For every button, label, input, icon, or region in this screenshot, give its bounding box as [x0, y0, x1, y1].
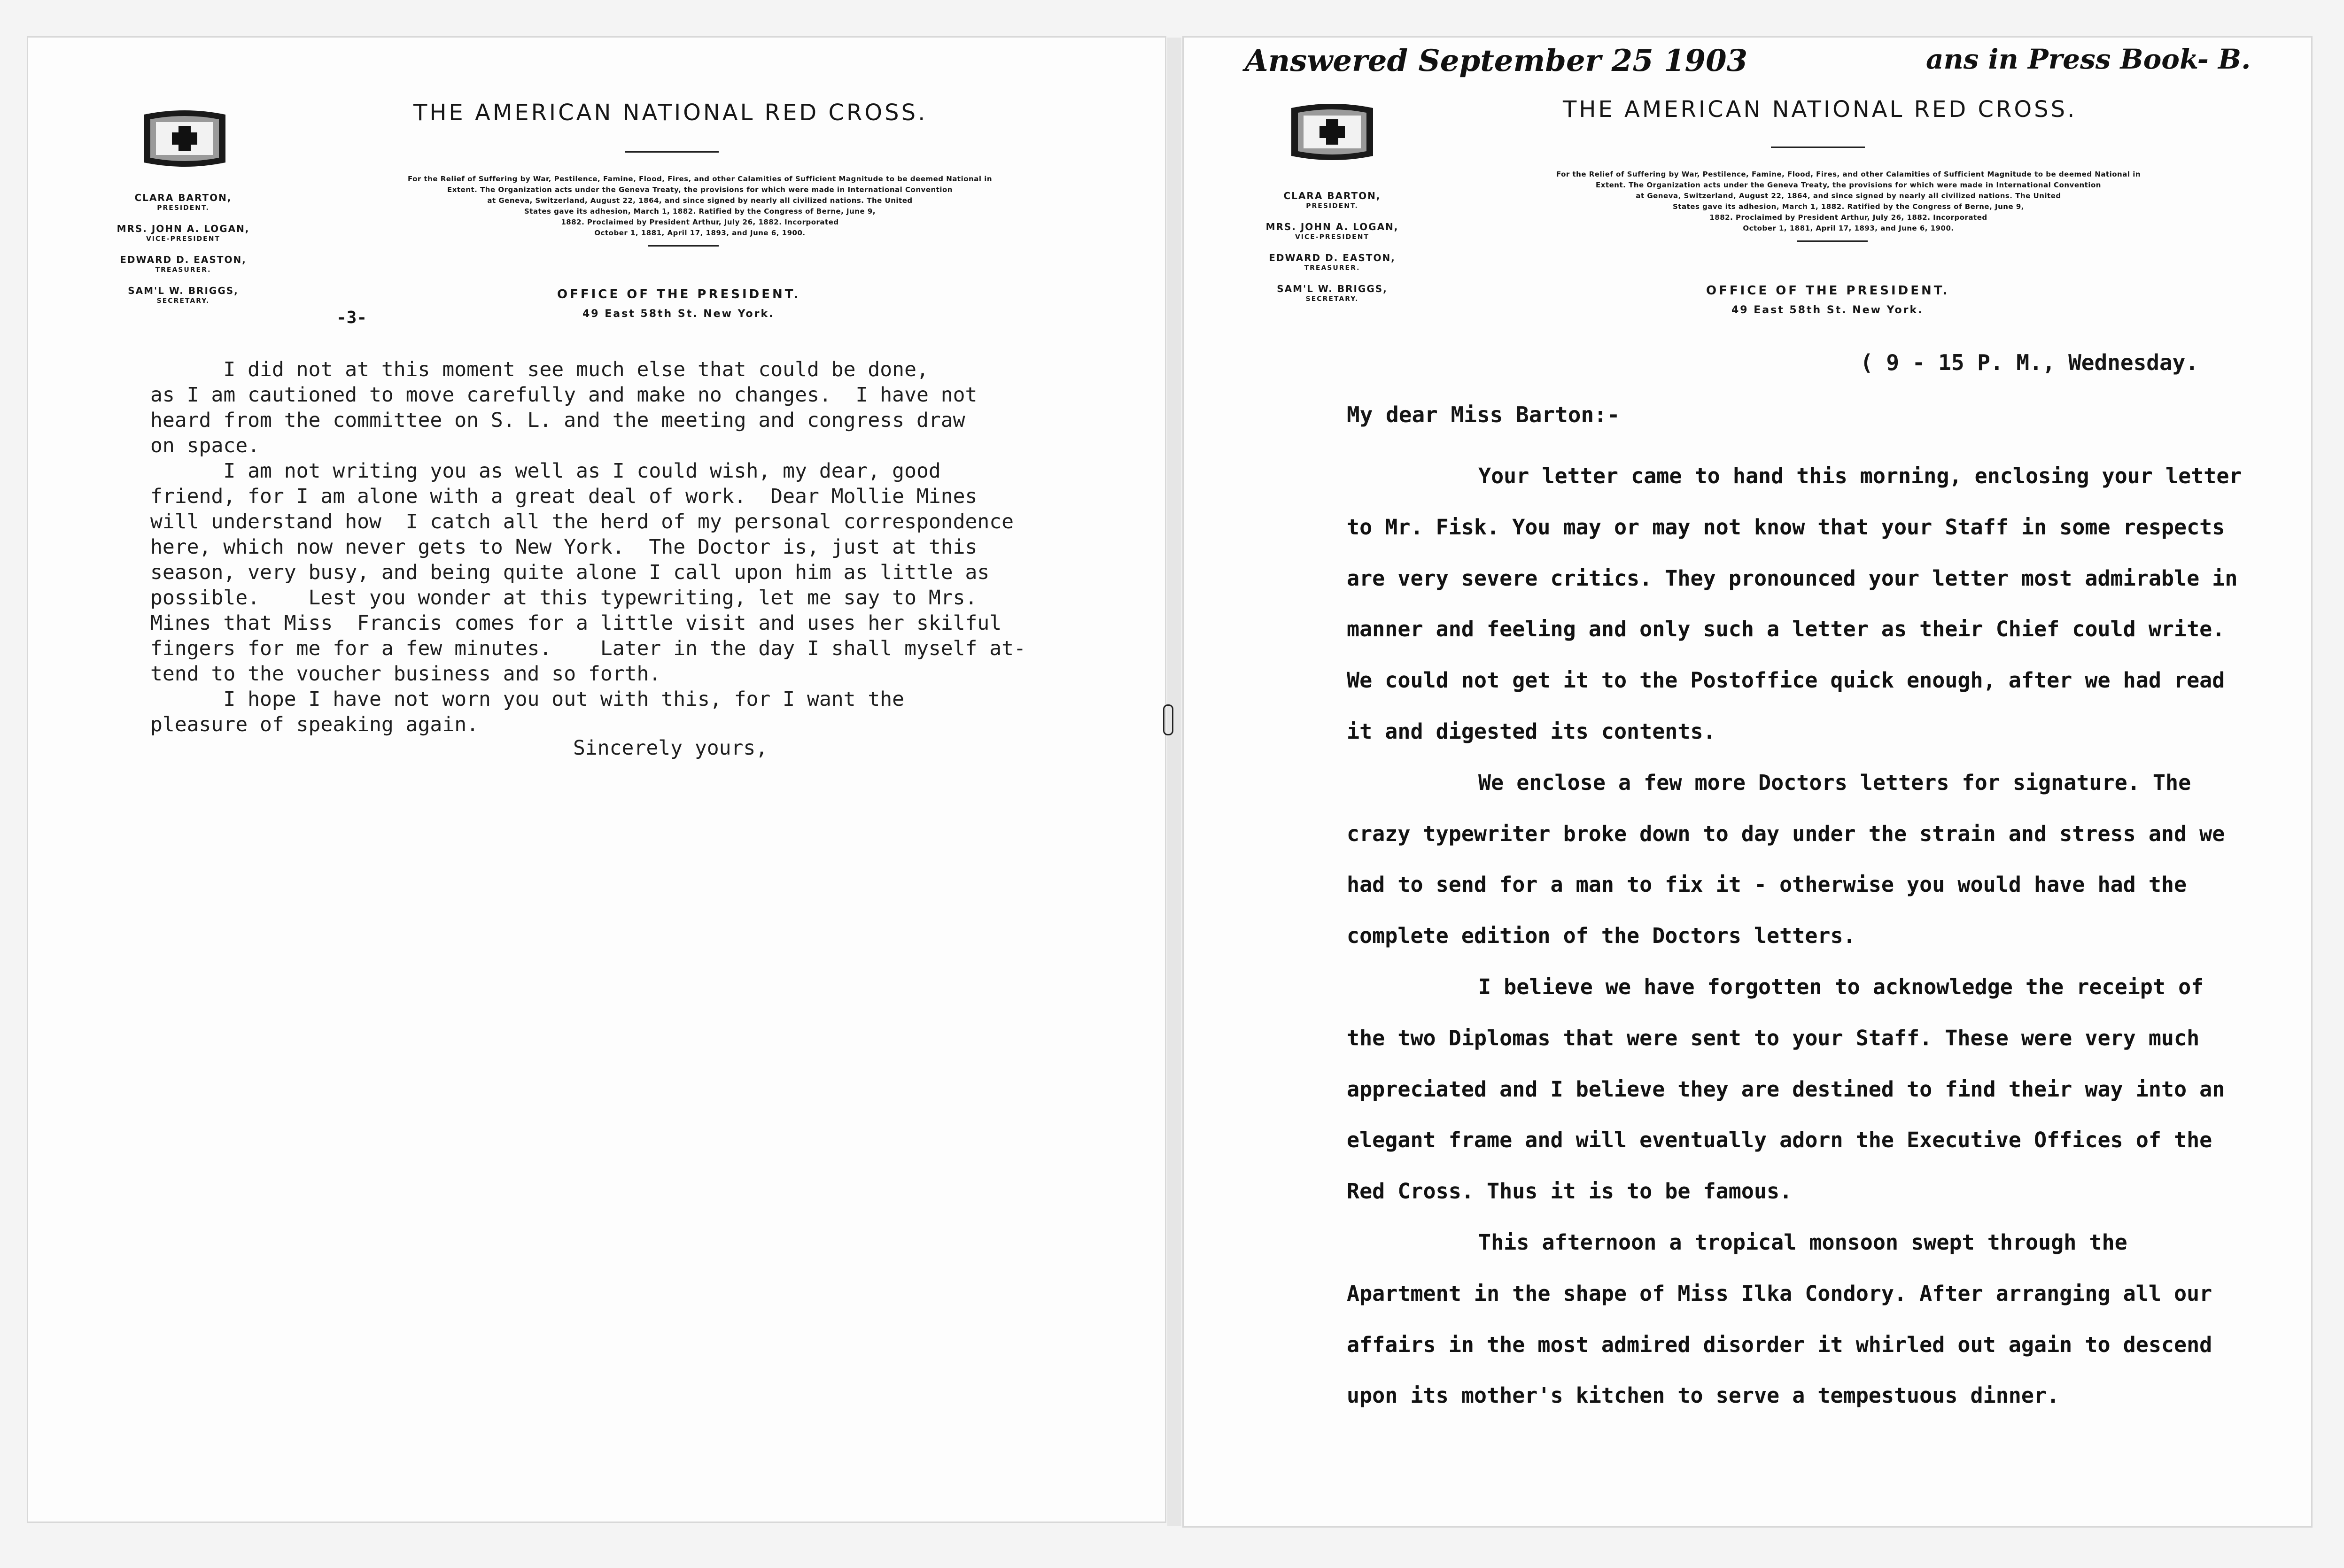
- page-gutter: [1167, 38, 1181, 1526]
- body-line: Mines that Miss Francis comes for a little visit and uses her skilful: [150, 611, 1002, 635]
- charter-rule: [1797, 240, 1868, 242]
- officer-title: TREASURER.: [155, 266, 211, 274]
- office-title: OFFICE OF THE PRESIDENT.: [557, 287, 801, 301]
- charter-statement: [310, 174, 1090, 239]
- officer-name: EDWARD D. EASTON,: [1269, 252, 1396, 263]
- body-line: fingers for me for a few minutes. Later in the day I shall myself at-: [150, 637, 1026, 660]
- page-number: -3-: [336, 308, 367, 327]
- body-line: possible. Lest you wonder at this typewriting, let me say to Mrs.: [150, 586, 978, 610]
- charter-line: Extent. The Organization acts under the Geneva Treaty, the provisions for which were made in International Convention: [447, 185, 953, 194]
- charter-line: at Geneva, Switzerland, August 22, 1864, and since signed by nearly all civilized nations. The United: [487, 196, 913, 205]
- officer-title: VICE-PRESIDENT: [146, 235, 221, 243]
- body-paragraph: We enclose a few more Doctors letters for signature. The crazy typewriter broke down to day under the strain and stress and we had to send for a man to fix it - otherwise you would have had the complete edition of the Doctors letters.: [1347, 770, 2225, 949]
- charter-line: States gave its adhesion, March 1, 1882. Ratified by the Congress of Berne, June 9,: [524, 207, 876, 216]
- charter-line: October 1, 1881, April 17, 1893, and June 6, 1900.: [594, 229, 806, 237]
- officer-entry: [1234, 252, 1431, 272]
- officer-title: SECRETARY.: [1305, 295, 1359, 303]
- charter-rule: [648, 245, 719, 247]
- officer-name: CLARA BARTON,: [1283, 190, 1381, 201]
- body-line: tend to the voucher business and so forth.: [150, 662, 661, 686]
- officer-entry: [85, 192, 282, 212]
- officer-name: SAM'L W. BRIGGS,: [128, 285, 239, 296]
- officer-name: SAM'L W. BRIGGS,: [1277, 283, 1388, 294]
- body-paragraph: Your letter came to hand this morning, enclosing your letter to Mr. Fisk. You may or may not know that your Staff in some respects are very severe critics. They pronounced your letter most admirable in manner and feeling and only such a letter as their Chief could write. We could not get it to the Postoffice quick enough, after we had read it and digested its contents.: [1347, 463, 2242, 744]
- charter-line: at Geneva, Switzerland, August 22, 1864, and since signed by nearly all civilized nations. The United: [1636, 192, 2061, 200]
- officer-name: EDWARD D. EASTON,: [120, 254, 247, 265]
- title-rule: [1771, 147, 1865, 148]
- right-letter-body: [1347, 451, 2249, 1421]
- office-address: 49 East 58th St. New York.: [582, 308, 775, 320]
- body-line: I did not at this moment see much else that could be done,: [150, 358, 929, 381]
- body-line: I hope I have not worn you out with this, for I want the: [150, 687, 905, 711]
- officer-title: PRESIDENT.: [1306, 202, 1358, 210]
- body-line: season, very busy, and being quite alone I call upon him as little as: [150, 561, 990, 584]
- office-title: OFFICE OF THE PRESIDENT.: [1706, 284, 1950, 298]
- officer-entry: [85, 223, 282, 243]
- office-address: 49 East 58th St. New York.: [1731, 304, 1924, 316]
- body-paragraph: This afternoon a tropical monsoon swept through the Apartment in the shape of Miss Ilka Condory. After arranging all our affairs in the most admired disorder it whirled out again to descend upon its mother's kitchen to serve a tempestuous dinner.: [1347, 1229, 2212, 1408]
- letter-closing: Sincerely yours,: [573, 736, 768, 760]
- charter-line: 1882. Proclaimed by President Arthur, July 26, 1882. Incorporated: [561, 218, 839, 226]
- officer-entry: [1234, 190, 1431, 210]
- charter-line: For the Relief of Suffering by War, Pestilence, Famine, Flood, Fires, and other Calamities of Sufficient Magnitude to be deemed National in: [1556, 170, 2141, 178]
- officer-entry: [1234, 221, 1431, 241]
- left-letter-body: [150, 357, 1109, 737]
- charter-line: Extent. The Organization acts under the Geneva Treaty, the provisions for which were made in International Convention: [1596, 181, 2101, 189]
- officer-entry: [85, 285, 282, 305]
- officer-title: SECRETARY.: [156, 297, 210, 305]
- charter-line: States gave its adhesion, March 1, 1882. Ratified by the Congress of Berne, June 9,: [1673, 202, 2024, 211]
- body-line: pleasure of speaking again.: [150, 713, 479, 736]
- officer-name: MRS. JOHN A. LOGAN,: [116, 223, 250, 234]
- title-rule: [625, 151, 719, 153]
- body-line: will understand how I catch all the herd of my personal correspondence: [150, 510, 1014, 533]
- body-line: heard from the committee on S. L. and the meeting and congress draw: [150, 409, 965, 432]
- red-cross-emblem-icon: [141, 108, 228, 169]
- binding-clip-mark: [1163, 704, 1173, 735]
- organization-title: THE AMERICAN NATIONAL RED CROSS.: [413, 100, 928, 126]
- charter-statement: [1459, 169, 2238, 234]
- body-line: on space.: [150, 434, 260, 457]
- officers-list: [85, 192, 282, 316]
- letter-dateline: ( 9 - 15 P. M., Wednesday.: [1860, 350, 2199, 375]
- officer-title: PRESIDENT.: [157, 204, 210, 212]
- charter-line: October 1, 1881, April 17, 1893, and June 6, 1900.: [1743, 224, 1954, 232]
- body-line: I am not writing you as well as I could wish, my dear, good: [150, 459, 941, 483]
- body-line: friend, for I am alone with a great deal of work. Dear Mollie Mines: [150, 485, 978, 508]
- officers-list: [1234, 190, 1431, 314]
- officer-name: CLARA BARTON,: [134, 192, 232, 203]
- letter-salutation: My dear Miss Barton:-: [1347, 402, 1620, 427]
- officer-name: MRS. JOHN A. LOGAN,: [1265, 221, 1399, 232]
- handwritten-answered-note: Answered September 25 1903: [1245, 43, 1748, 78]
- officer-entry: [85, 254, 282, 274]
- officer-title: VICE-PRESIDENT: [1295, 233, 1370, 241]
- handwritten-press-book-note: ans in Press Book- B.: [1926, 43, 2251, 75]
- body-paragraph: I believe we have forgotten to acknowledge the receipt of the two Diplomas that were sent to your Staff. These were very much appreciated and I believe they are destined to find their way into an elegant frame and will eventually adorn the Executive Offices of the Red Cross. Thus it is to be famous.: [1347, 974, 2225, 1204]
- body-line: as I am cautioned to move carefully and make no changes. I have not: [150, 383, 978, 407]
- officer-entry: [1234, 283, 1431, 303]
- red-cross-emblem-icon: [1288, 101, 1376, 162]
- organization-title: THE AMERICAN NATIONAL RED CROSS.: [1563, 96, 2077, 123]
- body-line: here, which now never gets to New York. The Doctor is, just at this: [150, 535, 978, 559]
- charter-line: For the Relief of Suffering by War, Pestilence, Famine, Flood, Fires, and other Calamities of Sufficient Magnitude to be deemed National in: [407, 175, 993, 183]
- charter-line: 1882. Proclaimed by President Arthur, July 26, 1882. Incorporated: [1709, 213, 1987, 222]
- officer-title: TREASURER.: [1304, 264, 1360, 272]
